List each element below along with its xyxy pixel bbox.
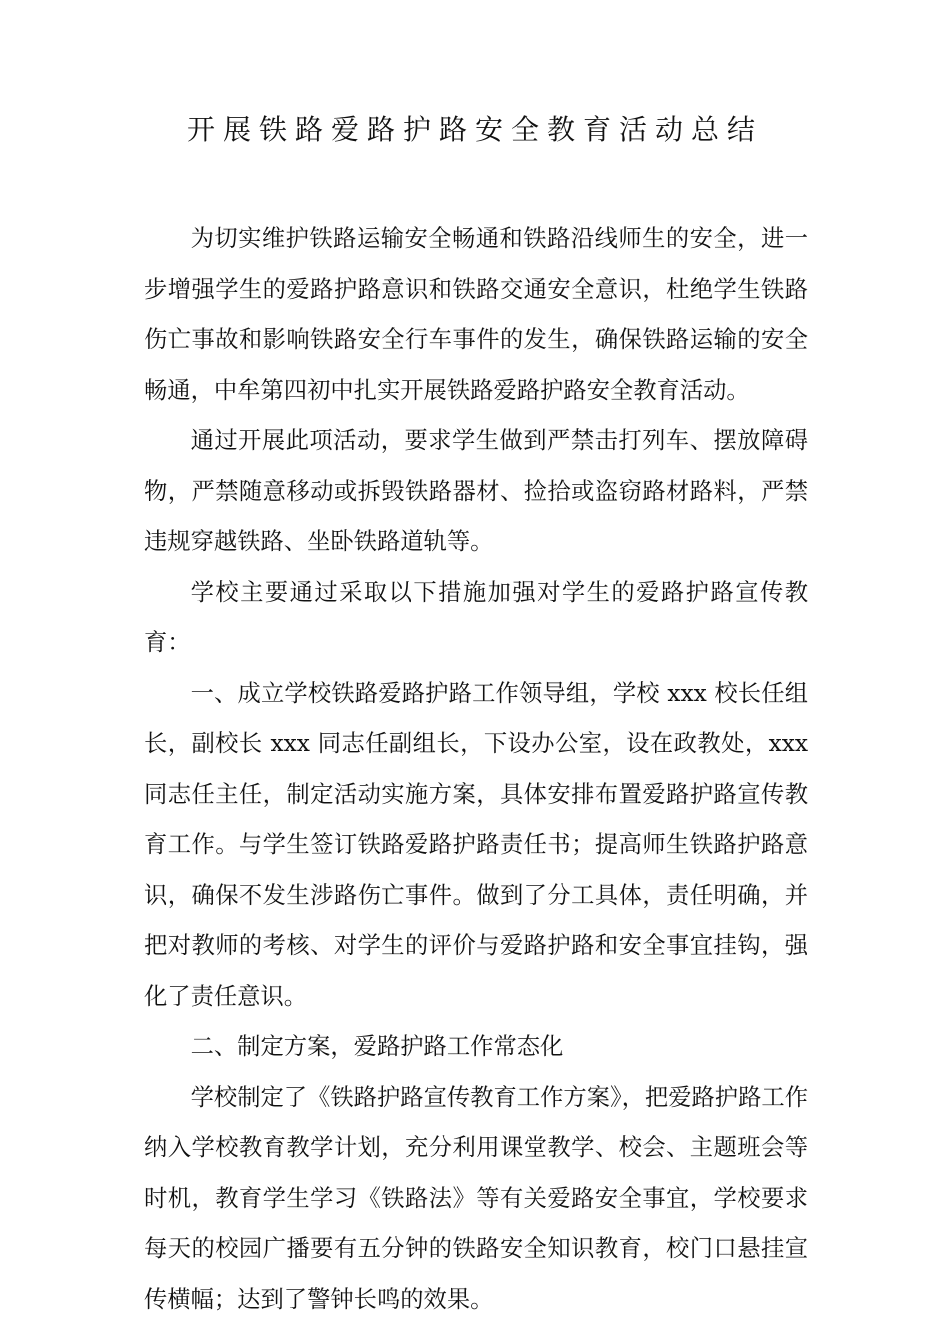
paragraph-requirements: 通过开展此项活动，要求学生做到严禁击打列车、摆放障碍物，严禁随意移动或拆毁铁路器材、捡拾或盗窃路材路料，严禁违规穿越铁路、坐卧铁路道轨等。 — [144, 427, 808, 555]
paragraph-intro: 为切实维护铁路运输安全畅通和铁路沿线师生的安全，进一步增强学生的爱路护路意识和铁路交通安全意识，杜绝学生铁路伤亡事故和影响铁路安全行车事件的发生，确保铁路运输的安全畅通，中牟第四初中扎实开展铁路爱路护路安全教育活动。 — [144, 225, 808, 404]
section-heading-two: 二、制定方案，爱路护路工作常态化 — [190, 1033, 564, 1060]
paragraph-measures-lead: 学校主要通过采取以下措施加强对学生的爱路护路宣传教育： — [144, 578, 808, 656]
document-title: 开展铁路爱路护路安全教育活动总结 — [186, 113, 763, 146]
paragraph-section-one: 一、成立学校铁路爱路护路工作领导组，学校 xxx 校长任组长，副校长 xxx 同志任副组长，下设办公室，设在政教处，xxx 同志任主任，制定活动实施方案，具体安排布置爱路护路宣传教育工作。与学生签订铁路爱路护路责任书；提高师生铁路护路意识，确保不发生涉路伤亡事件。做到了分工具体，责任明确，并把对教师的考核、对学生的评价与爱路护路和安全事宜挂钩，强化了责任意识。 — [144, 679, 808, 1010]
paragraph-section-two: 学校制定了《铁路护路宣传教育工作方案》，把爱路护路工作纳入学校教育教学计划，充分利用课堂教学、校会、主题班会等时机，教育学生学习《铁路法》等有关爱路安全事宜，学校要求每天的校园广播要有五分钟的铁路安全知识教育，校门口悬挂宣传横幅；达到了警钟长鸣的效果。 — [144, 1083, 808, 1313]
document-body — [144, 214, 808, 1325]
